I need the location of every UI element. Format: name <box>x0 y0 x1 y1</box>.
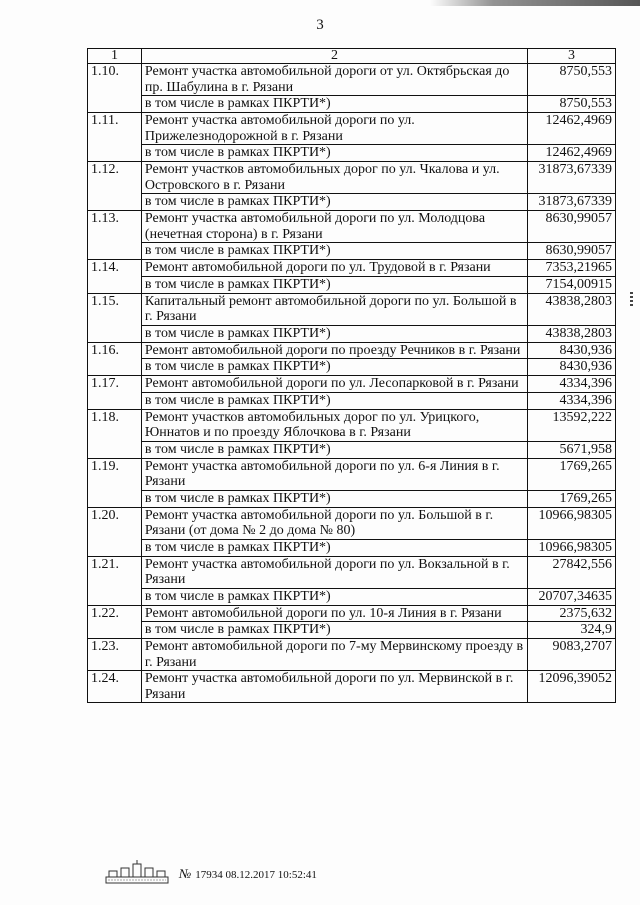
row-number: 1.17. <box>88 376 142 410</box>
table-subrow <box>88 441 616 458</box>
subrow-amount: 10966,98305 <box>528 539 616 556</box>
row-number: 1.10. <box>88 64 142 113</box>
subrow-label: в том числе в рамках ПКРТИ*) <box>141 325 527 342</box>
table-row <box>88 639 616 671</box>
row-number: 1.24. <box>88 671 142 703</box>
header-col-3: 3 <box>528 49 616 64</box>
table-row <box>88 605 616 622</box>
registry-stamp-icon <box>105 859 169 885</box>
row-number: 1.19. <box>88 458 142 507</box>
row-description: Ремонт автомобильной дороги по ул. 10-я Линия в г. Рязани <box>141 605 527 622</box>
subrow-label: в том числе в рамках ПКРТИ*) <box>141 145 527 162</box>
subrow-amount: 8630,99057 <box>528 243 616 260</box>
subrow-amount: 12462,4969 <box>528 145 616 162</box>
page-number: 3 <box>316 17 324 33</box>
row-amount: 10966,98305 <box>528 507 616 539</box>
table-subrow <box>88 588 616 605</box>
subrow-label: в том числе в рамках ПКРТИ*) <box>141 194 527 211</box>
table-subrow <box>88 359 616 376</box>
row-number: 1.13. <box>88 211 142 260</box>
row-description: Ремонт автомобильной дороги по проезду Речников в г. Рязани <box>141 342 527 359</box>
row-amount: 8430,936 <box>528 342 616 359</box>
row-amount: 2375,632 <box>528 605 616 622</box>
row-number: 1.23. <box>88 639 142 671</box>
table-subrow <box>88 243 616 260</box>
row-number: 1.14. <box>88 260 142 294</box>
row-description: Ремонт участка автомобильной дороги по ул. Молодцова (нечетная сторона) в г. Рязани <box>141 211 527 243</box>
document-footer <box>105 857 317 885</box>
subrow-amount: 5671,958 <box>528 441 616 458</box>
margin-mark <box>630 292 633 308</box>
row-description: Ремонт автомобильной дороги по ул. Трудовой в г. Рязани <box>141 260 527 277</box>
table-row <box>88 671 616 703</box>
row-description: Ремонт участка автомобильной дороги по ул. Вокзальной в г. Рязани <box>141 556 527 588</box>
table-subrow <box>88 194 616 211</box>
row-amount: 27842,556 <box>528 556 616 588</box>
table-subrow <box>88 622 616 639</box>
table-row <box>88 260 616 277</box>
row-description: Ремонт участка автомобильной дороги по ул. 6-я Линия в г. Рязани <box>141 458 527 490</box>
table-row <box>88 507 616 539</box>
budget-table <box>87 48 616 703</box>
table-subrow <box>88 392 616 409</box>
table-row <box>88 458 616 490</box>
row-amount: 4334,396 <box>528 376 616 393</box>
footer-registration-text: 17934 08.12.2017 10:52:41 <box>195 869 317 881</box>
row-amount: 13592,222 <box>528 409 616 441</box>
row-amount: 7353,21965 <box>528 260 616 277</box>
table-subrow <box>88 96 616 113</box>
row-description: Ремонт участка автомобильной дороги от ул. Октябрьская до пр. Шабулина в г. Рязани <box>141 64 527 96</box>
row-amount: 9083,2707 <box>528 639 616 671</box>
subrow-amount: 31873,67339 <box>528 194 616 211</box>
table-header-row <box>88 49 616 64</box>
row-amount: 12096,39052 <box>528 671 616 703</box>
subrow-label: в том числе в рамках ПКРТИ*) <box>141 622 527 639</box>
row-number: 1.16. <box>88 342 142 376</box>
row-amount: 43838,2803 <box>528 293 616 325</box>
row-number: 1.18. <box>88 409 142 458</box>
subrow-amount: 20707,34635 <box>528 588 616 605</box>
subrow-label: в том числе в рамках ПКРТИ*) <box>141 276 527 293</box>
row-amount: 1769,265 <box>528 458 616 490</box>
subrow-amount: 7154,00915 <box>528 276 616 293</box>
row-amount: 31873,67339 <box>528 162 616 194</box>
subrow-label: в том числе в рамках ПКРТИ*) <box>141 588 527 605</box>
table-row <box>88 162 616 194</box>
table-subrow <box>88 145 616 162</box>
row-description: Ремонт участков автомобильных дорог по ул. Чкалова и ул. Островского в г. Рязани <box>141 162 527 194</box>
row-amount: 8630,99057 <box>528 211 616 243</box>
table-row <box>88 556 616 588</box>
row-description: Ремонт участка автомобильной дороги по ул. Большой в г. Рязани (от дома № 2 до дома № 80) <box>141 507 527 539</box>
table-row <box>88 211 616 243</box>
subrow-label: в том числе в рамках ПКРТИ*) <box>141 490 527 507</box>
table-row <box>88 342 616 359</box>
row-number: 1.12. <box>88 162 142 211</box>
row-number: 1.11. <box>88 113 142 162</box>
subrow-amount: 4334,396 <box>528 392 616 409</box>
subrow-label: в том числе в рамках ПКРТИ*) <box>141 441 527 458</box>
subrow-label: в том числе в рамках ПКРТИ*) <box>141 243 527 260</box>
row-description: Ремонт автомобильной дороги по ул. Лесопарковой в г. Рязани <box>141 376 527 393</box>
table-row <box>88 376 616 393</box>
row-description: Ремонт участка автомобильной дороги по ул. Мервинской в г. Рязани <box>141 671 527 703</box>
table-row <box>88 409 616 441</box>
row-number: 1.15. <box>88 293 142 342</box>
header-col-2: 2 <box>141 49 527 64</box>
row-number: 1.20. <box>88 507 142 556</box>
subrow-amount: 324,9 <box>528 622 616 639</box>
subrow-amount: 43838,2803 <box>528 325 616 342</box>
footer-registration <box>179 866 317 882</box>
header-col-1: 1 <box>88 49 142 64</box>
row-amount: 12462,4969 <box>528 113 616 145</box>
table-row <box>88 293 616 325</box>
table-subrow <box>88 325 616 342</box>
table-row <box>88 113 616 145</box>
table-subrow <box>88 490 616 507</box>
row-amount: 8750,553 <box>528 64 616 96</box>
row-number: 1.22. <box>88 605 142 639</box>
subrow-amount: 1769,265 <box>528 490 616 507</box>
table-row <box>88 64 616 96</box>
subrow-label: в том числе в рамках ПКРТИ*) <box>141 539 527 556</box>
subrow-label: в том числе в рамках ПКРТИ*) <box>141 96 527 113</box>
table-subrow <box>88 539 616 556</box>
subrow-label: в том числе в рамках ПКРТИ*) <box>141 392 527 409</box>
row-number: 1.21. <box>88 556 142 605</box>
row-description: Ремонт автомобильной дороги по 7-му Мервинскому проезду в г. Рязани <box>141 639 527 671</box>
subrow-label: в том числе в рамках ПКРТИ*) <box>141 359 527 376</box>
number-sign: № <box>179 866 192 881</box>
subrow-amount: 8750,553 <box>528 96 616 113</box>
table-body <box>88 64 616 703</box>
row-description: Ремонт участков автомобильных дорог по ул. Урицкого, Юннатов и по проезду Яблочкова в г. Рязани <box>141 409 527 441</box>
scan-edge-smudge <box>430 0 640 6</box>
subrow-amount: 8430,936 <box>528 359 616 376</box>
row-description: Капитальный ремонт автомобильной дороги по ул. Большой в г. Рязани <box>141 293 527 325</box>
row-description: Ремонт участка автомобильной дороги по ул. Прижелезнодорожной в г. Рязани <box>141 113 527 145</box>
table-subrow <box>88 276 616 293</box>
